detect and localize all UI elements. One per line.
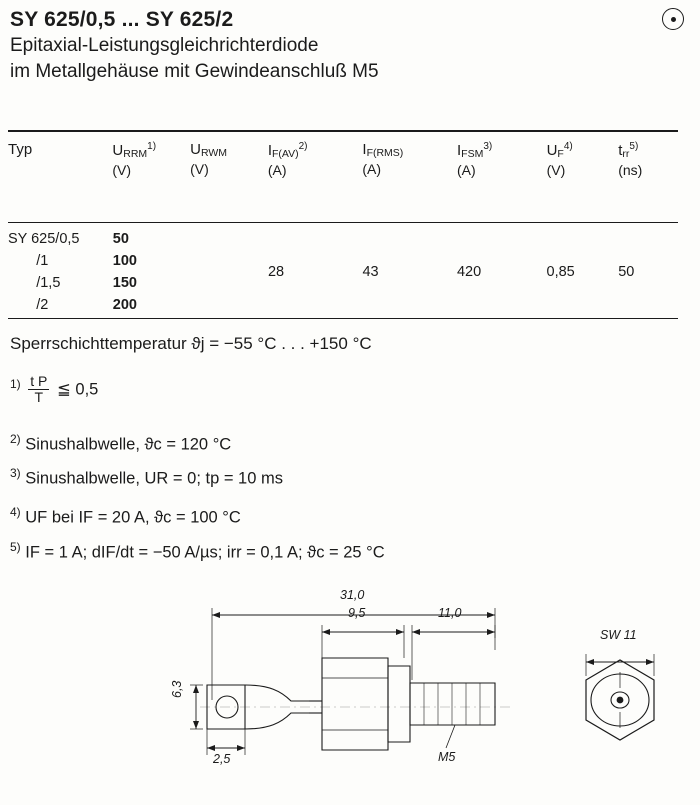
header-typ-label: Typ bbox=[8, 141, 33, 158]
table-top-rule bbox=[8, 130, 678, 132]
row-0-urrm: 50 bbox=[112, 231, 129, 247]
footnote-2-marker: 2) bbox=[10, 432, 21, 446]
header-urrm-sub: RRM bbox=[123, 148, 148, 160]
dim-stud-length: 11,0 bbox=[438, 606, 462, 620]
row-2-urwm bbox=[190, 272, 268, 294]
footnote-2 bbox=[10, 432, 231, 455]
header-trr-sub: rr bbox=[622, 148, 630, 160]
subtitle-line-1: Epitaxial-Leistungsgleichrichterdiode bbox=[10, 35, 319, 57]
footnote-1 bbox=[10, 375, 98, 405]
dim-tab-width: 6,3 bbox=[170, 680, 184, 698]
header-ifav-symbol: I bbox=[267, 142, 272, 159]
table-header-rule bbox=[8, 222, 678, 223]
header-urrm bbox=[112, 140, 190, 180]
footnote-5 bbox=[10, 540, 385, 563]
header-trr-footnote: 5) bbox=[629, 141, 639, 152]
header-ifav-unit: (A) bbox=[267, 162, 287, 179]
dim-total-length: 31,0 bbox=[340, 588, 365, 602]
header-ifrms-sub: F(RMS) bbox=[366, 147, 404, 159]
row-1-urrm: 100 bbox=[112, 253, 137, 269]
merged-ifsm: 420 bbox=[456, 264, 482, 280]
header-urrm-symbol: U bbox=[112, 142, 124, 159]
header-ifrms bbox=[362, 140, 457, 180]
header-urrm-unit: (V) bbox=[112, 162, 132, 179]
duty-cycle-fraction bbox=[28, 374, 49, 404]
header-ifav bbox=[268, 140, 363, 180]
row-3-urwm bbox=[190, 294, 268, 316]
row-2-typ: /1,5 bbox=[8, 275, 61, 291]
header-uf-unit: (V) bbox=[546, 162, 566, 179]
header-urwm-unit: (V) bbox=[190, 161, 209, 178]
merged-uf: 0,85 bbox=[546, 264, 575, 280]
header-trr-unit: (ns) bbox=[618, 162, 643, 179]
label-thread-m5: M5 bbox=[438, 750, 456, 764]
header-ifsm-unit: (A) bbox=[456, 162, 476, 179]
footnote-5-text: IF = 1 A; dIF/dt = −50 A/µs; irr = 0,1 A; ϑc = 25 °C bbox=[25, 543, 385, 562]
header-uf-footnote: 4) bbox=[563, 141, 573, 152]
header-ifsm-symbol: I bbox=[456, 142, 462, 159]
footnote-1-rest: ≦ 0,5 bbox=[56, 380, 99, 399]
header-urrm-footnote: 1) bbox=[147, 141, 157, 152]
header-ifsm bbox=[457, 140, 547, 180]
header-ifav-sub: F(AV) bbox=[271, 148, 299, 160]
footnote-2-text: Sinushalbwelle, ϑc = 120 °C bbox=[25, 435, 232, 454]
header-ifrms-unit: (A) bbox=[362, 161, 382, 178]
row-1-urwm bbox=[190, 250, 268, 272]
footnote-1-marker: 1) bbox=[10, 377, 21, 392]
header-uf-sub: F bbox=[557, 148, 564, 160]
header-typ bbox=[8, 140, 112, 180]
table-bottom-rule bbox=[8, 318, 678, 319]
dim-tab-thickness: 2,5 bbox=[213, 752, 231, 766]
mechanical-drawing bbox=[0, 580, 700, 800]
header-ifsm-footnote: 3) bbox=[483, 141, 493, 152]
footnote-3-text: Sinushalbwelle, UR = 0; tp = 10 ms bbox=[25, 469, 283, 488]
footnote-4-text: UF bei IF = 20 A, ϑc = 100 °C bbox=[25, 508, 241, 527]
label-hex-sw11: SW 11 bbox=[600, 628, 637, 642]
row-3-urrm: 200 bbox=[112, 297, 137, 313]
header-trr bbox=[618, 140, 678, 180]
subtitle-line-2: im Metallgehäuse mit Gewindeanschluß M5 bbox=[10, 60, 379, 82]
header-uf bbox=[547, 140, 619, 180]
junction-temperature-note: Sperrschichttemperatur ϑj = −55 °C . . . +150 °C bbox=[10, 334, 372, 353]
row-0-typ: SY 625/0,5 bbox=[8, 231, 80, 247]
row-0-urwm bbox=[190, 228, 268, 250]
header-urwm bbox=[190, 140, 268, 180]
footnote-3 bbox=[10, 466, 283, 489]
footnote-5-marker: 5) bbox=[10, 540, 21, 554]
registered-dot-icon bbox=[662, 8, 684, 30]
header-urwm-sub: RWM bbox=[200, 147, 228, 159]
row-3-typ: /2 bbox=[8, 297, 49, 313]
row-1-typ: /1 bbox=[8, 253, 49, 269]
spec-table-body bbox=[8, 228, 678, 316]
merged-ifrms: 43 bbox=[362, 264, 379, 280]
header-ifrms-symbol: I bbox=[362, 141, 367, 158]
row-2-urrm: 150 bbox=[112, 275, 137, 291]
merged-ifav: 28 bbox=[267, 264, 285, 280]
header-urwm-symbol: U bbox=[190, 141, 201, 158]
header-ifsm-sub: FSM bbox=[461, 148, 484, 160]
table-header-row bbox=[8, 140, 678, 180]
header-uf-symbol: U bbox=[546, 142, 558, 159]
footnote-1-numerator: t P bbox=[30, 373, 48, 389]
dim-body-length: 9,5 bbox=[348, 606, 366, 620]
footnote-4 bbox=[10, 505, 241, 528]
footnote-4-marker: 4) bbox=[10, 505, 21, 519]
spec-table-header bbox=[8, 140, 678, 180]
header-trr-symbol: t bbox=[618, 142, 623, 159]
footnote-3-marker: 3) bbox=[10, 466, 21, 480]
table-row bbox=[8, 228, 678, 250]
merged-trr: 50 bbox=[618, 264, 635, 280]
footnote-1-denominator: T bbox=[28, 389, 49, 405]
header-ifav-footnote: 2) bbox=[298, 141, 308, 152]
title-block bbox=[10, 8, 630, 84]
page-title: SY 625/0,5 ... SY 625/2 bbox=[10, 8, 234, 31]
